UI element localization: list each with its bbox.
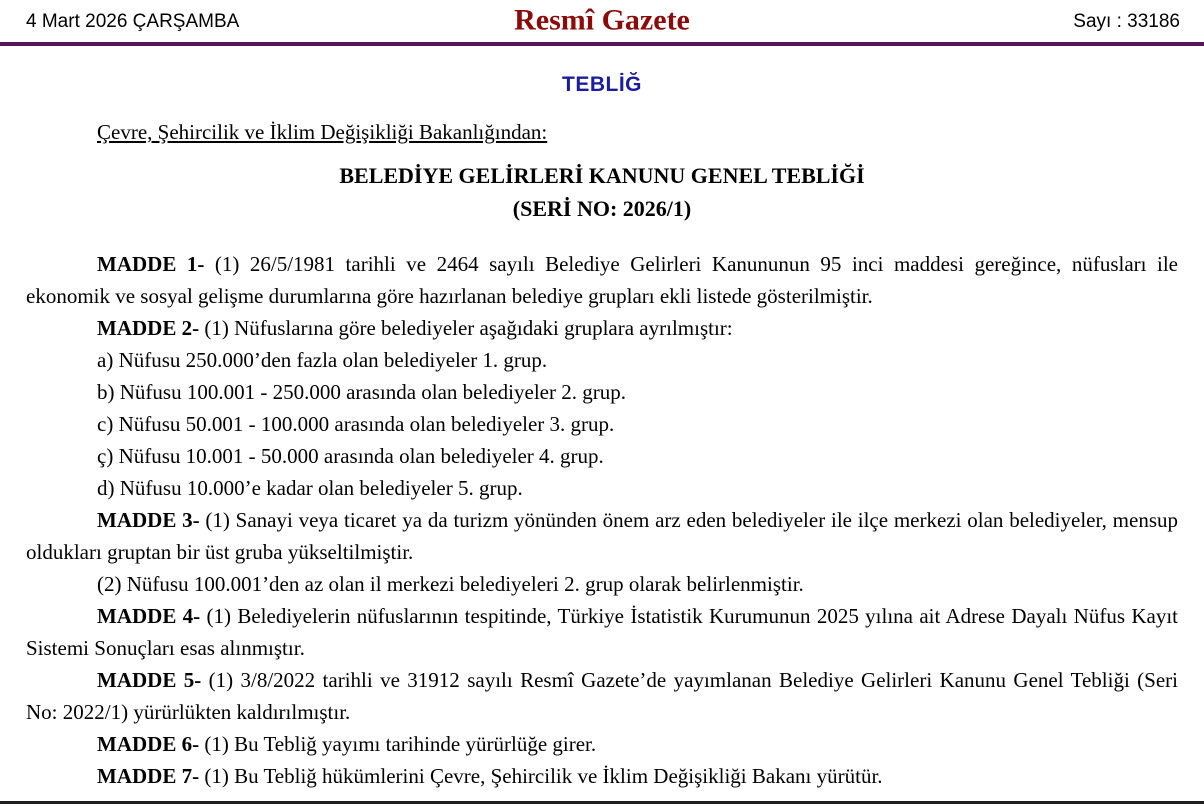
article-text: (1) 26/5/1981 tarihli ve 2464 sayılı Belediye Gelirleri Kanununun 95 inci maddesi gereğince, nüfusları ile ekonomik ve sosyal gelişme durumlarına göre hazırlanan belediye grupları ekli listede gösterilmiştir.	[26, 252, 1178, 308]
article-label: MADDE 1-	[97, 252, 205, 276]
header-divider	[0, 42, 1204, 46]
article-text: a) Nüfusu 250.000’den fazla olan belediyeler 1. grup.	[97, 348, 548, 372]
ministry-line-text: Çevre, Şehircilik ve İklim Değişikliği Bakanlığından:	[97, 120, 548, 144]
article-label: MADDE 4-	[97, 604, 201, 628]
article-text: ç) Nüfusu 10.001 - 50.000 arasında olan belediyeler 4. grup.	[97, 444, 604, 468]
articles	[26, 248, 1178, 792]
article-label: MADDE 2-	[97, 316, 200, 340]
ministry-line	[26, 118, 1178, 146]
article-text: (1) Bu Tebliğ hükümlerini Çevre, Şehircilik ve İklim Değişikliği Bakanı yürütür.	[199, 764, 883, 788]
article-text: c) Nüfusu 50.001 - 100.000 arasında olan belediyeler 3. grup.	[97, 412, 615, 436]
article-paragraph	[26, 760, 1178, 792]
document-title-line1: BELEDİYE GELİRLERİ KANUNU GENEL TEBLİĞİ	[339, 163, 865, 188]
article-paragraph	[26, 440, 1178, 472]
article-paragraph	[26, 344, 1178, 376]
article-text: (1) Nüfuslarına göre belediyeler aşağıdaki gruplara ayrılmıştır:	[199, 316, 733, 340]
article-paragraph	[26, 568, 1178, 600]
article-text: d) Nüfusu 10.000’e kadar olan belediyeler 5. grup.	[97, 476, 523, 500]
article-paragraph	[26, 664, 1178, 728]
header-issue-number: Sayı : 33186	[1073, 11, 1180, 32]
article-text: (1) Bu Tebliğ yayımı tarihinde yürürlüğe girer.	[199, 732, 597, 756]
header-date: 4 Mart 2026 ÇARŞAMBA	[26, 11, 240, 32]
article-paragraph	[26, 504, 1178, 568]
article-label: MADDE 3-	[97, 508, 200, 532]
article-paragraph	[26, 408, 1178, 440]
article-paragraph	[26, 728, 1178, 760]
article-paragraph	[26, 600, 1178, 664]
gazette-header	[0, 0, 1204, 42]
article-label: MADDE 6-	[97, 732, 200, 756]
article-label: MADDE 5-	[97, 668, 202, 692]
section-heading: TEBLİĞ	[562, 73, 642, 96]
article-text: (2) Nüfusu 100.001’den az olan il merkezi belediyeleri 2. grup olarak belirlenmiştir.	[97, 572, 804, 596]
article-label: MADDE 7-	[97, 764, 200, 788]
article-paragraph	[26, 312, 1178, 344]
article-text: (1) Belediyelerin nüfuslarının tespitinde, Türkiye İstatistik Kurumunun 2025 yılına ait Adrese Dayalı Nüfus Kayıt Sistemi Sonuçları esas alınmıştır.	[26, 604, 1178, 660]
article-paragraph	[26, 248, 1178, 312]
series-number: (SERİ NO: 2026/1)	[512, 196, 692, 221]
article-text: (1) Sanayi veya ticaret ya da turizm yönünden önem arz eden belediyeler ile ilçe merkezi olan belediyeler, mensup oldukları gruptan bir üst gruba yükseltilmiştir.	[26, 508, 1178, 564]
article-text: (1) 3/8/2022 tarihli ve 31912 sayılı Resmî Gazete’de yayımlanan Belediye Gelirleri Kanunu Genel Tebliği (Seri No: 2022/1) yürürlükten kaldırılmıştır.	[26, 668, 1178, 724]
masthead-title: Resmî Gazete	[514, 3, 690, 37]
article-paragraph	[26, 376, 1178, 408]
article-paragraph	[26, 472, 1178, 504]
article-text: b) Nüfusu 100.001 - 250.000 arasında olan belediyeler 2. grup.	[97, 380, 626, 404]
document-title	[26, 159, 1178, 225]
document-body	[0, 73, 1204, 792]
